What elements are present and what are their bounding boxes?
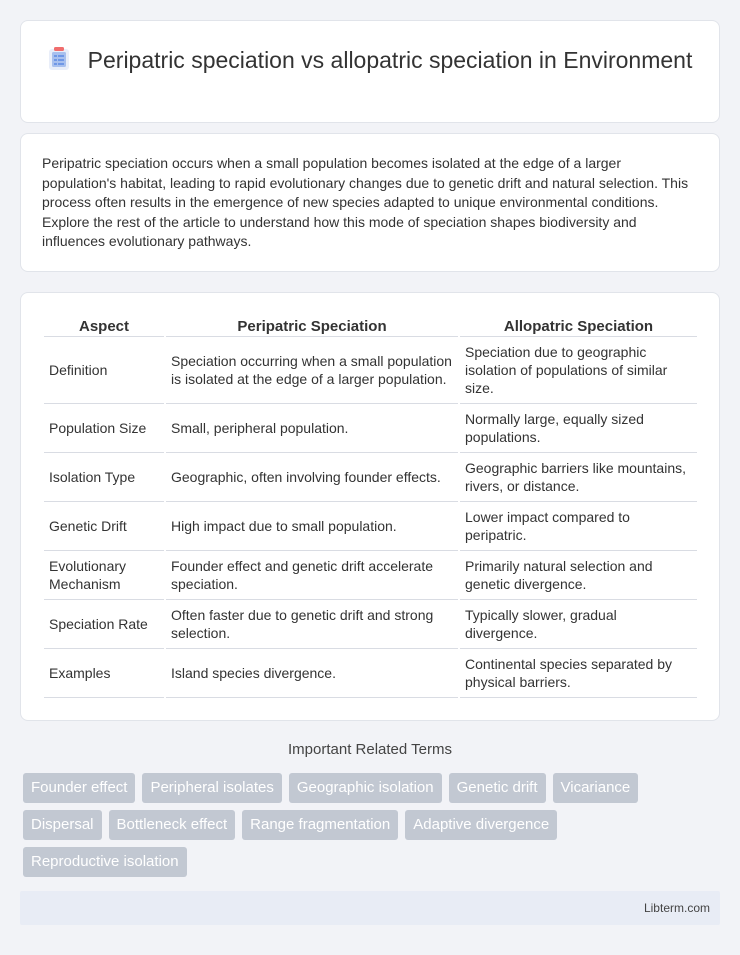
footer-brand[interactable]: Libterm.com [643, 901, 710, 915]
header-peripatric: Peripatric Speciation [166, 315, 458, 337]
table-row [44, 502, 697, 551]
document-icon [48, 47, 70, 71]
term-tag[interactable]: Vicariance [553, 773, 639, 803]
cell-peripatric: Island species divergence. [166, 649, 458, 698]
title-card [20, 20, 720, 123]
related-terms-title: Important Related Terms [288, 741, 452, 758]
cell-aspect: Evolutionary Mechanism [44, 551, 164, 600]
page-title: Peripatric speciation vs allopatric speciation in Environment [87, 47, 693, 73]
intro-card [20, 133, 720, 272]
term-tag[interactable]: Bottleneck effect [109, 810, 236, 840]
cell-peripatric: Speciation occurring when a small population is isolated at the edge of a larger population. [166, 337, 458, 404]
cell-aspect: Population Size [44, 404, 164, 453]
term-tag[interactable]: Geographic isolation [289, 773, 442, 803]
table-row [44, 551, 697, 600]
table-row [44, 649, 697, 698]
cell-allopatric: Continental species separated by physical barriers. [460, 649, 697, 698]
table-row [44, 600, 697, 649]
table-header-row [44, 315, 697, 337]
table-row [44, 337, 697, 404]
comparison-card [20, 292, 720, 721]
term-tag[interactable]: Adaptive divergence [405, 810, 557, 840]
page-title-wrap [21, 46, 719, 75]
header-aspect: Aspect [44, 315, 164, 337]
term-tag[interactable]: Dispersal [23, 810, 102, 840]
cell-allopatric: Typically slower, gradual divergence. [460, 600, 697, 649]
related-terms-list [23, 773, 683, 884]
cell-allopatric: Lower impact compared to peripatric. [460, 502, 697, 551]
term-tag[interactable]: Range fragmentation [242, 810, 398, 840]
cell-allopatric: Normally large, equally sized populations. [460, 404, 697, 453]
cell-allopatric: Geographic barriers like mountains, rivers, or distance. [460, 453, 697, 502]
cell-aspect: Definition [44, 337, 164, 404]
cell-allopatric: Primarily natural selection and genetic divergence. [460, 551, 697, 600]
cell-aspect: Examples [44, 649, 164, 698]
term-tag[interactable]: Genetic drift [449, 773, 546, 803]
table-row [44, 453, 697, 502]
cell-peripatric: Geographic, often involving founder effects. [166, 453, 458, 502]
cell-aspect: Isolation Type [44, 453, 164, 502]
table-row [44, 404, 697, 453]
comparison-table [42, 315, 699, 698]
cell-peripatric: Founder effect and genetic drift accelerate speciation. [166, 551, 458, 600]
cell-aspect: Genetic Drift [44, 502, 164, 551]
intro-paragraph: Peripatric speciation occurs when a small population becomes isolated at the edge of a larger population's habitat, leading to rapid evolutionary changes due to genetic drift and natural selection. This process often results in the emergence of new species adapted to unique environmental conditions. Explore the rest of the article to understand how this mode of speciation shapes biodiversity and influences evolutionary pathways. [42, 155, 689, 250]
cell-peripatric: High impact due to small population. [166, 502, 458, 551]
header-allopatric: Allopatric Speciation [460, 315, 697, 337]
cell-aspect: Speciation Rate [44, 600, 164, 649]
footer [20, 891, 720, 925]
term-tag[interactable]: Founder effect [23, 773, 135, 803]
cell-peripatric: Often faster due to genetic drift and strong selection. [166, 600, 458, 649]
term-tag[interactable]: Peripheral isolates [142, 773, 281, 803]
cell-allopatric: Speciation due to geographic isolation of populations of similar size. [460, 337, 697, 404]
cell-peripatric: Small, peripheral population. [166, 404, 458, 453]
term-tag[interactable]: Reproductive isolation [23, 847, 187, 877]
